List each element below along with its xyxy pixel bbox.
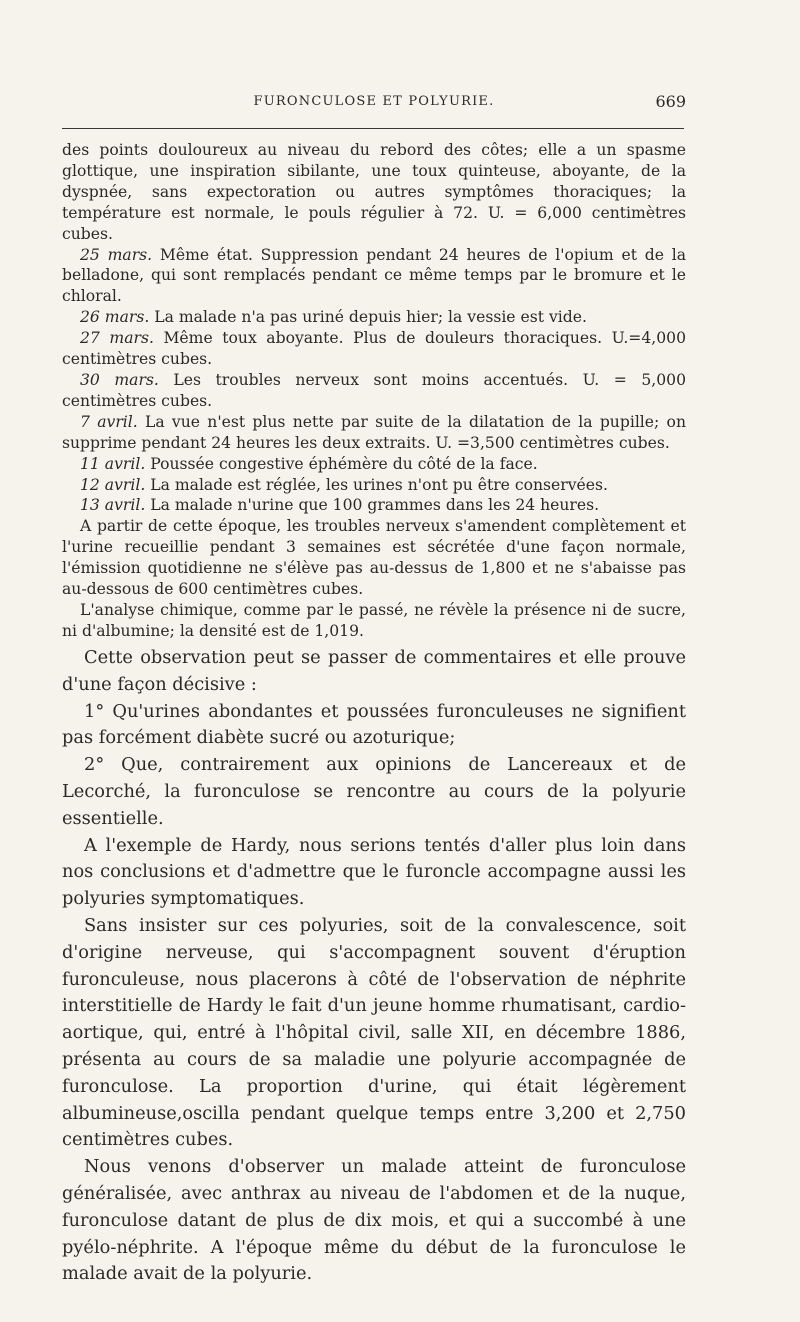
observation-entry: 13 avril. La malade n'urine que 100 grammes dans les 24 heures.	[80, 496, 600, 515]
observation-paragraph: L'analyse chimique, comme par le passé, ne révèle la présence ni de sucre, ni d'albumine; la densité est de 1,019.	[62, 600, 686, 640]
observation-entry: 7 avril. La vue n'est plus nette par suite de la dilatation de la pupille; on supprime pendant 24 heures les deux extraits. U. =3,500 centimètres cubes.	[62, 412, 686, 452]
observation-entry: 26 mars. La malade n'a pas uriné depuis hier; la vessie est vide.	[80, 308, 587, 327]
entry-date: 25 mars.	[80, 245, 153, 264]
body-paragraph: Cette observation peut se passer de commentaires et elle prouve d'une façon décisive :	[62, 647, 686, 695]
body-paragraph: Sans insister sur ces polyuries, soit de la convalescence, soit d'origine nerveuse, qui s'accompagnent souvent d'éruption furonculeuse, nous placerons à côté de l'observation de néphrite interstitielle de Hardy le fait d'un jeune homme rhumatisant, cardio-aortique, qui, entré à l'hôpital civil, salle XII, en décembre 1886, présenta au cours de sa maladie une polyurie accompagnée de furonculose. La proportion d'urine, qui était légèrement albumineuse,oscilla pendant quelque temps entre 3,200 et 2,750 centimètres cubes.	[62, 914, 686, 1151]
clinical-observation	[62, 140, 686, 642]
observation-entry: 12 avril. La malade est réglée, les urines n'ont pu être conservées.	[80, 475, 608, 494]
entry-date: 26 mars.	[80, 308, 150, 327]
observation-paragraph: des points douloureux au niveau du rebord des côtes; elle a un spasme glottique, une inspiration sibilante, une toux quinteuse, aboyante, de la dyspnée, sans expectoration ou autres symptômes thoraciques; la température est normale, le pouls régulier à 72. U. = 6,000 centimètres cubes.	[62, 141, 686, 243]
entry-date: 11 avril.	[80, 454, 146, 473]
observation-entry: 30 mars. Les troubles nerveux sont moins accentués. U. = 5,000 centimètres cubes.	[62, 370, 687, 410]
body-paragraph: Nous venons d'observer un malade atteint de furonculose généralisée, avec anthrax au niveau de l'abdomen et de la nuque, furonculose datant de plus de dix mois, et qui a succombé à une pyélo-néphrite. A l'époque même du début de la furonculose le malade avait de la polyurie.	[62, 1156, 686, 1285]
page-number: 669	[655, 92, 686, 111]
observation-entry: 25 mars. Même état. Suppression pendant 24 heures de l'opium et de la belladone, qui sont remplacés pendant ce même temps par le bromure et le chloral.	[62, 245, 686, 306]
running-header	[62, 92, 686, 116]
entry-date: 27 mars.	[80, 329, 154, 348]
entry-date: 7 avril.	[80, 412, 138, 431]
entry-date: 13 avril.	[80, 496, 146, 515]
entry-date: 30 mars.	[80, 370, 159, 389]
observation-entry: 11 avril. Poussée congestive éphémère du côté de la face.	[80, 454, 538, 473]
observation-paragraph: A partir de cette époque, les troubles nerveux s'amendent complètement et l'urine recueillie pendant 3 semaines est sécrétée d'une façon normale, l'émission quotidienne ne s'élève pas au-dessus de 1,800 et ne s'abaisse pas au-dessous de 600 centimètres cubes.	[62, 517, 686, 599]
running-title: FURONCULOSE ET POLYURIE.	[253, 94, 495, 109]
body-paragraph: A l'exemple de Hardy, nous serions tentés d'aller plus loin dans nos conclusions et d'admettre que le furoncle accompagne aussi les polyuries symptomatiques.	[62, 834, 686, 910]
body-paragraph: 1° Qu'urines abondantes et poussées furonculeuses ne signifient pas forcément diabète sucré ou azoturique;	[62, 700, 686, 749]
main-text	[62, 645, 686, 1288]
observation-entry: 27 mars. Même toux aboyante. Plus de douleurs thoraciques. U.=4,000 centimètres cubes.	[62, 329, 686, 369]
entry-date: 12 avril.	[80, 475, 146, 494]
header-rule	[62, 128, 684, 129]
body-paragraph: 2° Que, contrairement aux opinions de Lancereaux et de Lecorché, la furonculose se rencontre au cours de la polyurie essentielle.	[62, 754, 686, 829]
